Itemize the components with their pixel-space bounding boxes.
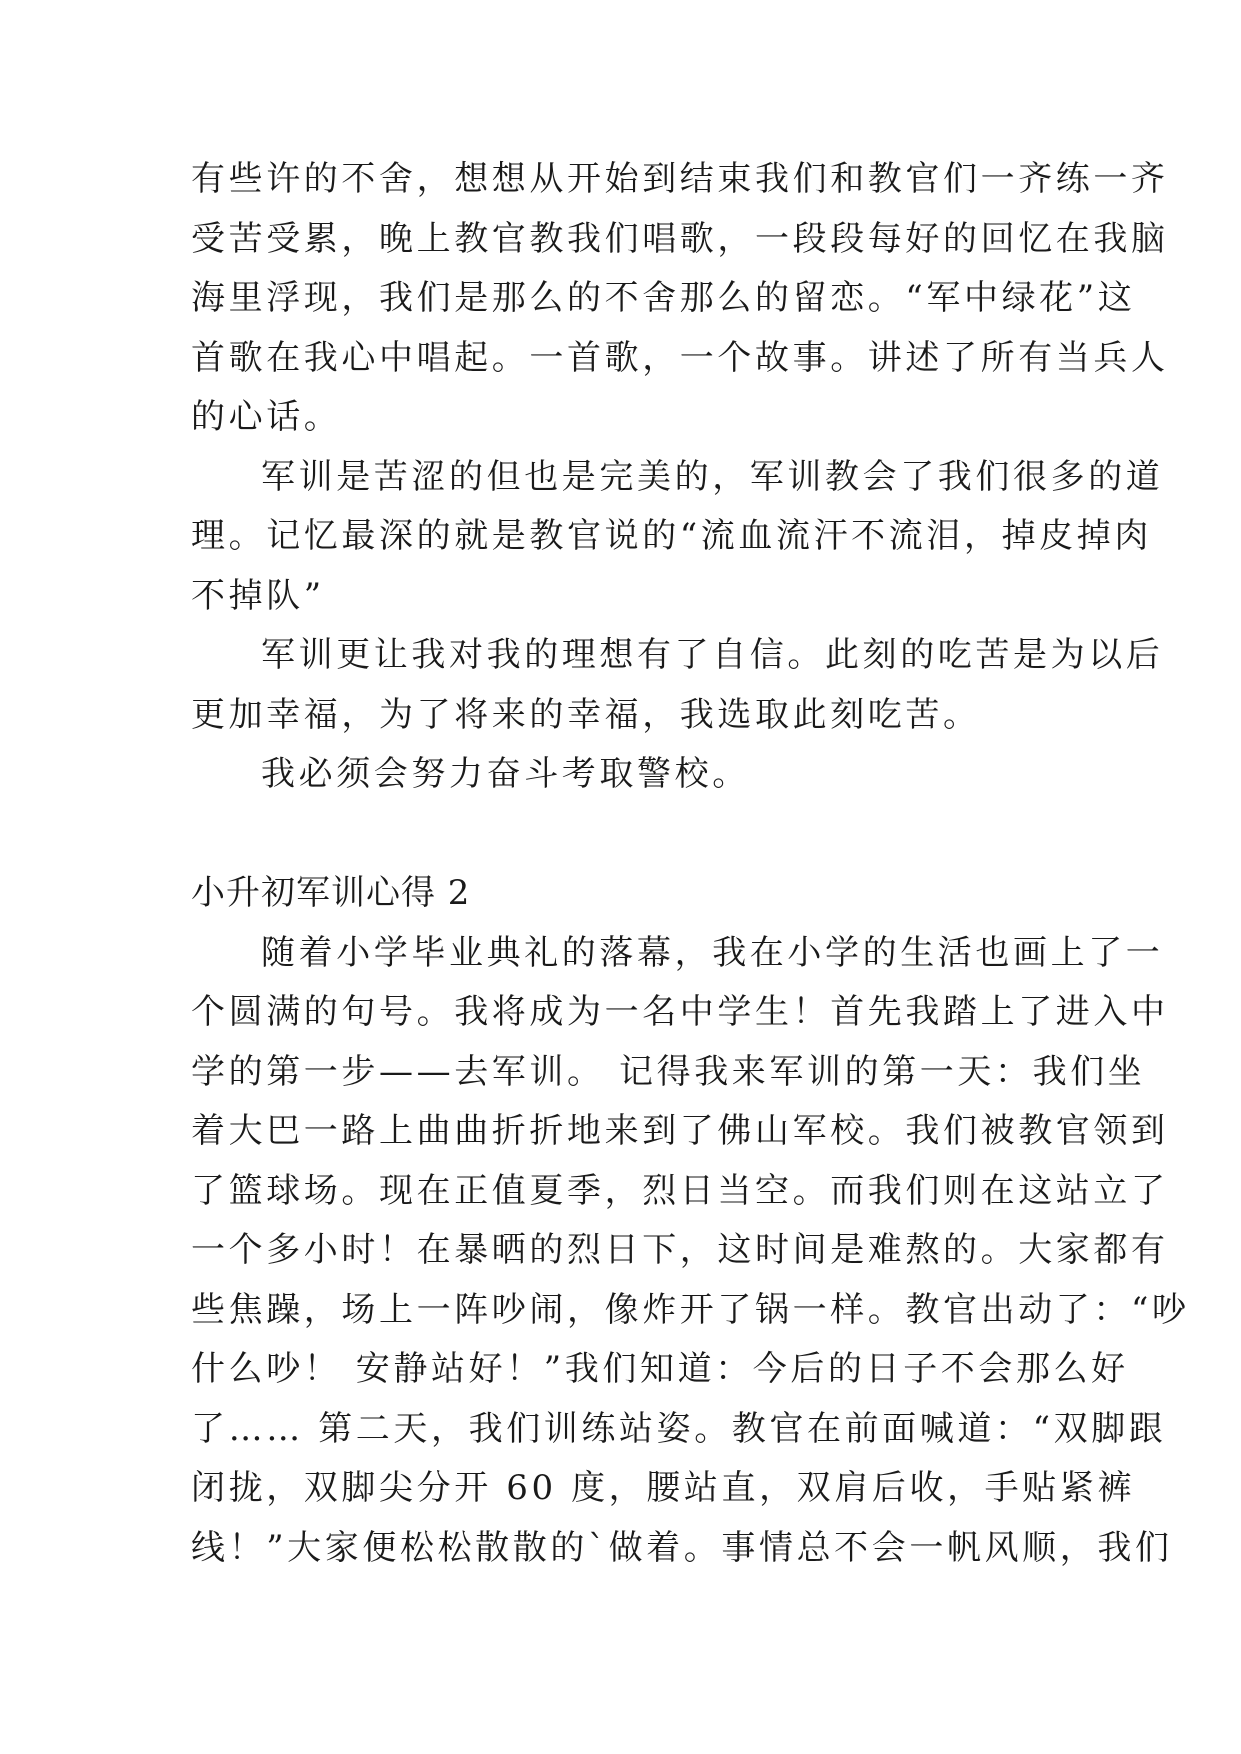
text-line: 的心话。 bbox=[191, 397, 342, 437]
text-line: 个圆满的句号。我将成为一名中学生！首先我踏上了进入中 bbox=[191, 992, 1169, 1032]
text-line: 一个多小时！在暴晒的烈日下，这时间是难熬的。大家都有 bbox=[191, 1230, 1169, 1270]
text-line: 随着小学毕业典礼的落幕，我在小学的生活也画上了一 bbox=[261, 932, 1164, 973]
text-line: 了篮球场。现在正值夏季，烈日当空。而我们则在这站立了 bbox=[191, 1170, 1169, 1211]
text-line: 些焦躁，场上一阵吵闹，像炸开了锅一样。教官出动了：“吵 bbox=[191, 1289, 1190, 1330]
text-line: 更加幸福，为了将来的幸福，我选取此刻吃苦。 bbox=[191, 694, 981, 735]
text-line: 闭拢，双脚尖分开 60 度，腰站直，双肩后收，手贴紧裤 bbox=[191, 1468, 1136, 1508]
paragraph bbox=[191, 150, 1169, 448]
text-line: 不掉队” bbox=[191, 575, 325, 616]
text-line: 海里浮现，我们是那么的不舍那么的留恋。“军中绿花”这 bbox=[191, 278, 1136, 318]
text-line: 首歌在我心中唱起。一首歌，一个故事。讲述了所有当兵人 bbox=[191, 337, 1169, 378]
text-line: 理。记忆最深的就是教官说的“流血流汗不流泪，掉皮掉肉 bbox=[191, 516, 1152, 556]
text-line: 有些许的不舍，想想从开始到结束我们和教官们一齐练一齐 bbox=[191, 159, 1169, 199]
paragraph bbox=[191, 924, 1190, 1579]
text-line: 受苦受累，晚上教官教我们唱歌，一段段每好的回忆在我脑 bbox=[191, 218, 1169, 259]
text-line: 线！”大家便松松散散的`做着。事情总不会一帆风顺，我们 bbox=[191, 1527, 1173, 1568]
paragraph bbox=[191, 626, 1164, 745]
text-line: 着大巴一路上曲曲折折地来到了佛山军校。我们被教官领到 bbox=[191, 1111, 1169, 1151]
blank-line bbox=[191, 805, 1051, 865]
text-line: 军训是苦涩的但也是完美的，军训教会了我们很多的道 bbox=[261, 456, 1164, 497]
text-line: 我必须会努力奋斗考取警校。 bbox=[261, 754, 750, 794]
text-line: 了…… 第二天，我们训练站姿。教官在前面喊道：“双脚跟 bbox=[191, 1408, 1167, 1449]
paragraph bbox=[191, 745, 1051, 805]
text-line: 军训更让我对我的理想有了自信。此刻的吃苦是为以后 bbox=[261, 635, 1164, 675]
paragraph bbox=[191, 448, 1164, 627]
text-line: 什么吵！ 安静站好！”我们知道：今后的日子不会那么好 bbox=[191, 1349, 1129, 1389]
document-body bbox=[191, 150, 1190, 1578]
text-line: 学的第一步——去军训。 记得我来军训的第一天：我们坐 bbox=[191, 1051, 1146, 1092]
section-heading: 小升初军训心得 2 bbox=[191, 873, 471, 913]
